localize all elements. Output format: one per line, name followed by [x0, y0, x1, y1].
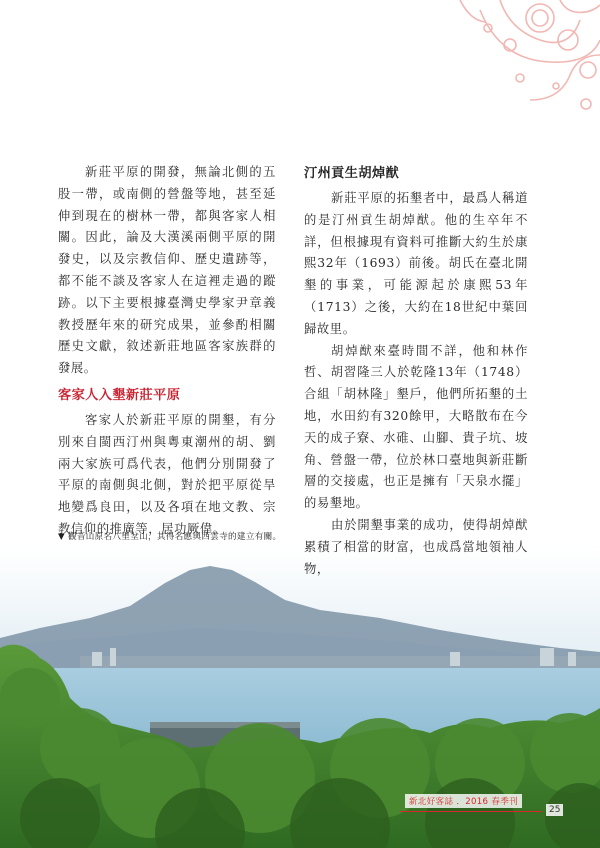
section-heading-hakka-settlement: 客家人入墾新莊平原 — [58, 387, 181, 403]
decorative-ornament — [360, 0, 600, 120]
left-column — [58, 162, 276, 541]
hu-paragraph-1: 新莊平原的拓墾者中，最爲人稱道的是汀州貢生胡焯猷。他的生卒年不詳，但根據現有資料可推斷大約生於康熙32年（1693）前後。胡氏在臺北開墾的事業，可能源起於康熙53年（1713）之後，大約在18世紀中葉回歸故里。 — [304, 191, 528, 336]
photo-caption: ▼ 觀音山原名八里坌山，其得名應與西雲寺的建立有關。 — [58, 532, 282, 542]
hu-paragraph-3: 由於開墾事業的成功，使得胡焯猷累積了相當的財富，也成爲當地領袖人物， — [304, 517, 528, 576]
page-number: 25 — [546, 804, 563, 816]
hu-paragraph-2: 胡焯猷來臺時間不詳，他和林作哲、胡習隆三人於乾隆13年（1748）合組「胡林隆」墾戶，他們所拓墾的土地，水田約有320餘甲，大略散布在今天的成子寮、水碓、山腳、貴子坑、坡角、營盤一帶，位於林口臺地與新莊斷層的交接處，也正是擁有「天泉水擺」的易墾地。 — [304, 343, 528, 511]
right-column — [304, 162, 528, 580]
hakka-settlement-paragraph: 客家人於新莊平原的開墾，有分別來自閩西汀州與粵東潮州的胡、劉兩大家族可爲代表，他們分別開發了平原的南側與北側，對於把平原從旱地變爲良田，以及各項在地文教、宗教信仰的推廣等，居功厥偉。 — [58, 412, 276, 536]
section-heading-hu-zhuoyou: 汀州貢生胡焯猷 — [304, 166, 400, 181]
footer-divider — [400, 811, 542, 812]
magazine-title: 新北好客誌 ．2016 春季刊 — [405, 794, 522, 808]
intro-paragraph: 新莊平原的開發，無論北側的五股一帶，或南側的營盤等地，甚至延伸到現在的樹林一帶，都與客家人相關。因此，論及大漢溪兩側平原的開發史，以及宗教信仰、歷史遺跡等，都不能不談及客家人在這裡走過的蹤跡。以下主要根據臺灣史學家尹章義教授歷年來的研究成果，並參酌相關歷史文獻，敘述新莊地區客家族群的發展。 — [58, 165, 276, 376]
